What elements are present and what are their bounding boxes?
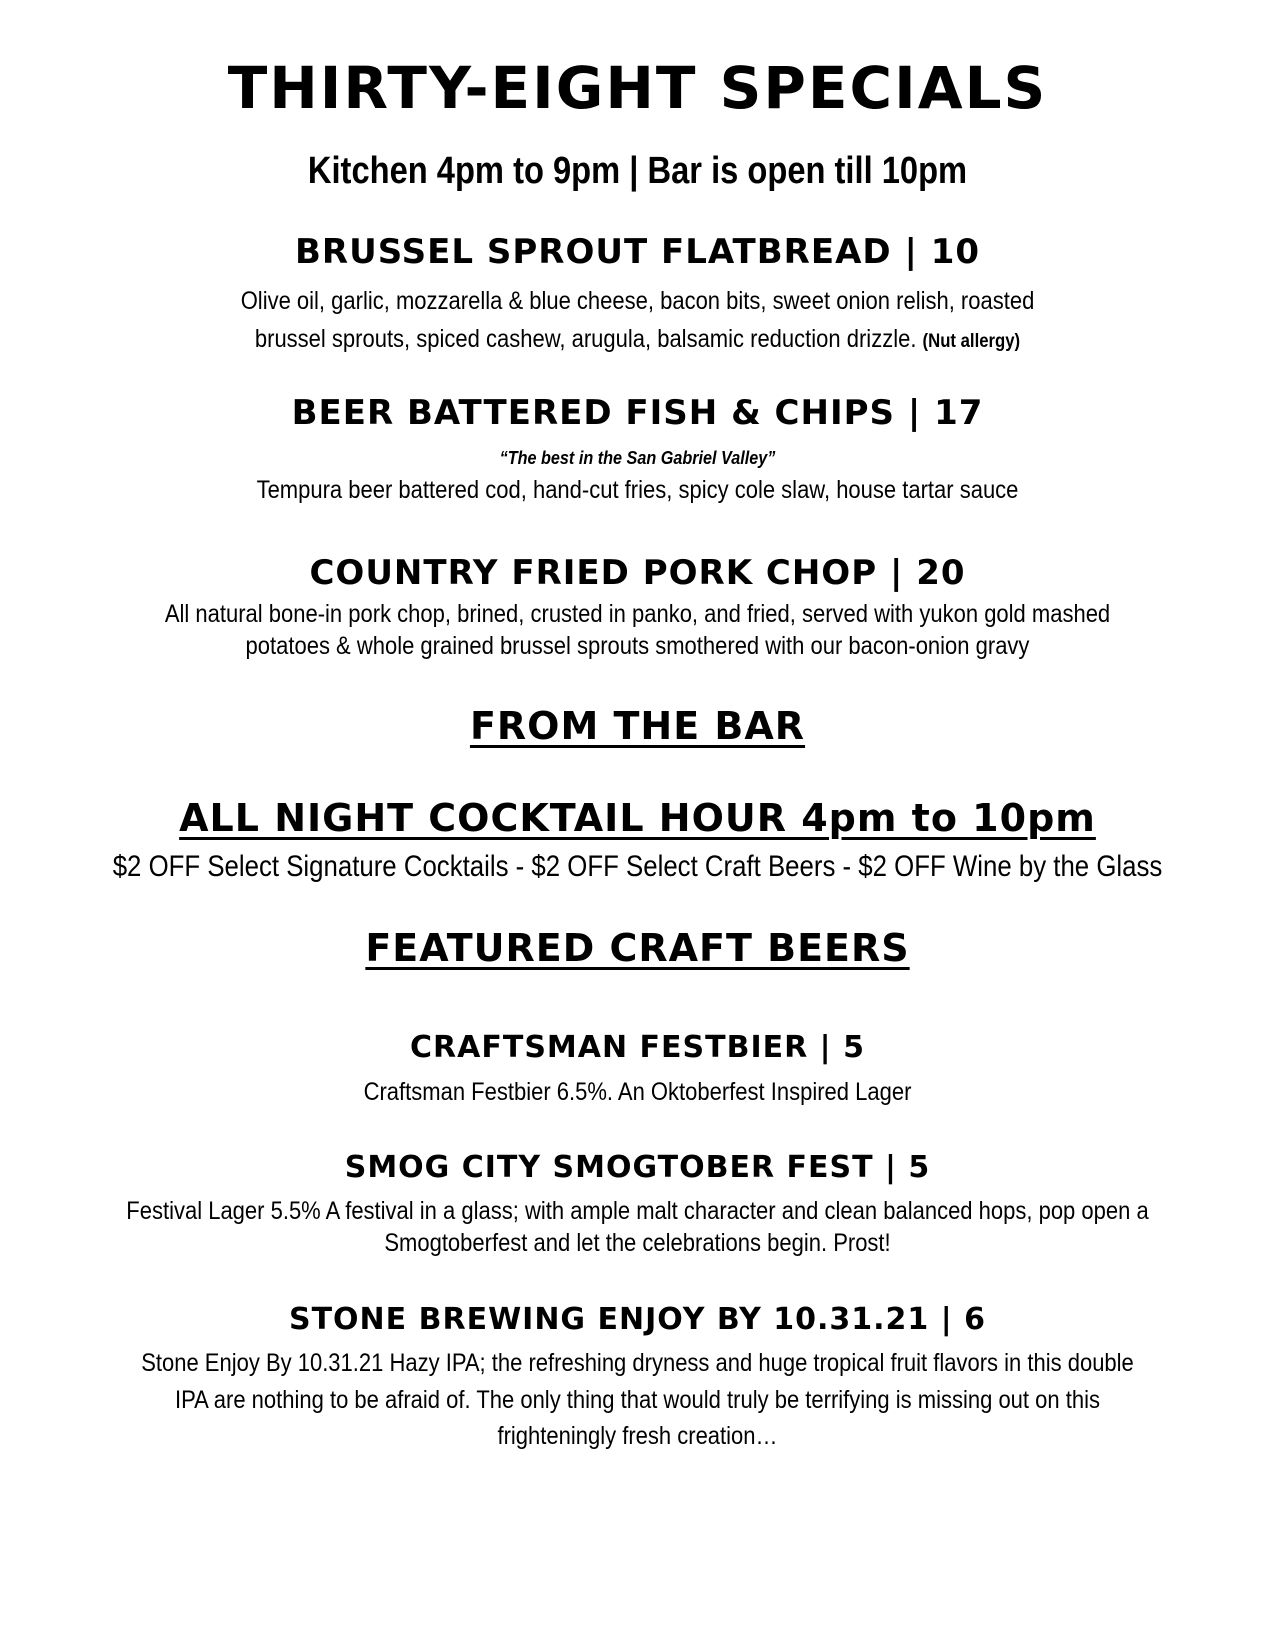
menu-title: THIRTY-EIGHT SPECIALS [227, 54, 1048, 122]
item-description-fish-and-chips: Tempura beer battered cod, hand-cut fries, spicy cole slaw, house tartar sauce [256, 476, 1019, 504]
beer-description-stone-enjoy-by-line-2: IPA are nothing to be afraid of. The only thing that would truly be terrifying is missing out on this [175, 1386, 1100, 1414]
item-description-flatbread-line-2 [77, 325, 1199, 354]
hours-line: Kitchen 4pm to 9pm | Bar is open till 10pm [307, 150, 968, 192]
cocktail-hour-deals: $2 OFF Select Signature Cocktails - $2 OFF Select Craft Beers - $2 OFF Wine by the Glass [112, 850, 1163, 883]
beer-heading-craftsman-festbier: CRAFTSMAN FESTBIER | 5 [410, 1030, 865, 1065]
item-heading-pork-chop: COUNTRY FRIED PORK CHOP | 20 [309, 553, 966, 593]
item-tagline-fish-and-chips: “The best in the San Gabriel Valley” [499, 448, 776, 468]
beer-description-smogtober-fest-line-1: Festival Lager 5.5% A festival in a glass; with ample malt character and clean balanced hops, pop open a [126, 1197, 1149, 1225]
item-description-flatbread-line-1: Olive oil, garlic, mozzarella & blue cheese, bacon bits, sweet onion relish, roasted [240, 287, 1035, 315]
beer-description-stone-enjoy-by-line-3: frighteningly fresh creation… [497, 1422, 778, 1450]
item-description-pork-chop-line-1: All natural bone-in pork chop, brined, crusted in panko, and fried, served with yukon gold mashed [164, 600, 1111, 628]
beer-description-craftsman-festbier: Craftsman Festbier 6.5%. An Oktoberfest Inspired Lager [363, 1078, 912, 1106]
beer-description-smogtober-fest-line-2: Smogtoberfest and let the celebrations begin. Prost! [384, 1229, 891, 1257]
item-heading-flatbread: BRUSSEL SPROUT FLATBREAD | 10 [294, 232, 981, 272]
item-description-flatbread-text: brussel sprouts, spiced cashew, arugula, balsamic reduction drizzle. [254, 325, 917, 353]
beer-heading-stone-enjoy-by: STONE BREWING ENJOY BY 10.31.21 | 6 [288, 1302, 987, 1337]
section-heading-from-the-bar: FROM THE BAR [469, 704, 806, 748]
allergy-note: (Nut allergy) [922, 331, 1021, 352]
beer-description-stone-enjoy-by-line-1: Stone Enjoy By 10.31.21 Hazy IPA; the refreshing dryness and huge tropical fruit flavors in this double [141, 1349, 1134, 1377]
section-heading-featured-craft-beers: FEATURED CRAFT BEERS [365, 926, 910, 970]
item-heading-fish-and-chips: BEER BATTERED FISH & CHIPS | 17 [291, 393, 984, 433]
beer-heading-smogtober-fest: SMOG CITY SMOGTOBER FEST | 5 [344, 1150, 931, 1185]
section-heading-cocktail-hour: ALL NIGHT COCKTAIL HOUR 4pm to 10pm [179, 796, 1096, 840]
item-description-pork-chop-line-2: potatoes & whole grained brussel sprouts smothered with our bacon-onion gravy [245, 632, 1030, 660]
